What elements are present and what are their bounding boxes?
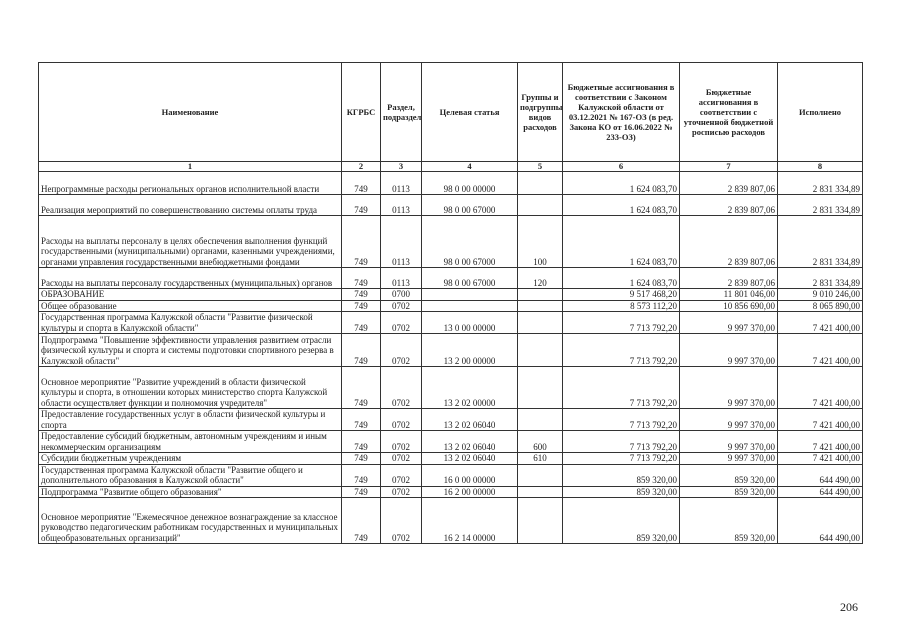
- cell-kgrbs: 749: [342, 312, 381, 334]
- cell-name: Основное мероприятие "Ежемесячное денежное вознаграждение за классное руководство педагогическим работникам государственных и муниципальных общеобразовательных организаций": [39, 498, 342, 544]
- cell-executed: 644 490,00: [778, 464, 863, 486]
- cell-section: 0702: [381, 464, 422, 486]
- cell-refined: 2 839 807,06: [680, 216, 778, 268]
- cell-section: 0702: [381, 498, 422, 544]
- table-row: [39, 216, 863, 268]
- cell-group: 120: [518, 268, 563, 289]
- cell-kgrbs: 749: [342, 453, 381, 465]
- cell-kgrbs: 749: [342, 464, 381, 486]
- cell-law: 7 713 792,20: [563, 312, 680, 334]
- table-row: [39, 464, 863, 486]
- cell-executed: 7 421 400,00: [778, 431, 863, 453]
- header-group: Группы и подгруппы видов расходов: [518, 63, 563, 162]
- cell-section: 0702: [381, 367, 422, 409]
- table-row: [39, 300, 863, 312]
- cell-name: Основное мероприятие "Развитие учреждений в области физической культуры и спорта, в отношении которых министерство спорта Калужской области осуществляет функции и полномочия учредителя": [39, 367, 342, 409]
- table-row: [39, 367, 863, 409]
- cell-refined: 9 997 370,00: [680, 367, 778, 409]
- cell-section: 0702: [381, 453, 422, 465]
- column-number: 4: [422, 162, 518, 172]
- cell-law: 8 573 112,20: [563, 300, 680, 312]
- cell-name: Субсидии бюджетным учреждениям: [39, 453, 342, 465]
- cell-refined: 9 997 370,00: [680, 334, 778, 367]
- table-row: [39, 172, 863, 195]
- table-row: [39, 409, 863, 431]
- cell-kgrbs: 749: [342, 409, 381, 431]
- cell-target: 13 2 02 06040: [422, 453, 518, 465]
- cell-refined: 9 997 370,00: [680, 453, 778, 465]
- cell-target: [422, 300, 518, 312]
- cell-name: Расходы на выплаты персоналу государственных (муниципальных) органов: [39, 268, 342, 289]
- table-row: [39, 289, 863, 301]
- cell-target: 13 2 00 00000: [422, 334, 518, 367]
- column-number-row: [39, 162, 863, 172]
- header-row: [39, 63, 863, 162]
- cell-target: 98 0 00 00000: [422, 172, 518, 195]
- cell-target: 98 0 00 67000: [422, 216, 518, 268]
- header-name: Наименование: [39, 63, 342, 162]
- cell-refined: 2 839 807,06: [680, 172, 778, 195]
- cell-refined: 10 856 690,00: [680, 300, 778, 312]
- cell-executed: 8 065 890,00: [778, 300, 863, 312]
- cell-kgrbs: 749: [342, 367, 381, 409]
- cell-group: [518, 300, 563, 312]
- column-number: 2: [342, 162, 381, 172]
- column-number: 6: [563, 162, 680, 172]
- cell-executed: 2 831 334,89: [778, 172, 863, 195]
- cell-kgrbs: 749: [342, 289, 381, 301]
- cell-group: [518, 498, 563, 544]
- cell-name: Подпрограмма "Развитие общего образования": [39, 486, 342, 498]
- table-row: [39, 453, 863, 465]
- cell-executed: 7 421 400,00: [778, 409, 863, 431]
- budget-table: [38, 62, 863, 544]
- table-row: [39, 431, 863, 453]
- column-number: 8: [778, 162, 863, 172]
- cell-name: Расходы на выплаты персоналу в целях обеспечения выполнения функций государственными (муниципальными) органами, казенными учреждениями, органами управления государственными внебюджетными фондами: [39, 216, 342, 268]
- cell-name: Подпрограмма "Повышение эффективности управления развитием отрасли физической культуры и спорта и системы подготовки спортивного резерва в Калужской области": [39, 334, 342, 367]
- cell-executed: 2 831 334,89: [778, 195, 863, 216]
- cell-executed: 2 831 334,89: [778, 268, 863, 289]
- header-law: Бюджетные ассигнования в соответствии с Законом Калужской области от 03.12.2021 № 167-ОЗ (в ред. Закона КО от 16.06.2022 № 233-ОЗ): [563, 63, 680, 162]
- cell-target: 13 2 02 06040: [422, 409, 518, 431]
- column-number: 7: [680, 162, 778, 172]
- cell-law: 9 517 468,20: [563, 289, 680, 301]
- cell-kgrbs: 749: [342, 431, 381, 453]
- cell-law: 859 320,00: [563, 498, 680, 544]
- cell-executed: 7 421 400,00: [778, 312, 863, 334]
- header-executed: Исполнено: [778, 63, 863, 162]
- table-row: [39, 312, 863, 334]
- cell-refined: 859 320,00: [680, 486, 778, 498]
- cell-name: Общее образование: [39, 300, 342, 312]
- cell-target: 16 0 00 00000: [422, 464, 518, 486]
- cell-law: 7 713 792,20: [563, 431, 680, 453]
- cell-name: Государственная программа Калужской области "Развитие общего и дополнительного образования в Калужской области": [39, 464, 342, 486]
- cell-section: 0113: [381, 195, 422, 216]
- cell-target: 16 2 00 00000: [422, 486, 518, 498]
- cell-executed: 7 421 400,00: [778, 334, 863, 367]
- cell-group: [518, 367, 563, 409]
- cell-executed: 644 490,00: [778, 498, 863, 544]
- cell-name: Государственная программа Калужской области "Развитие физической культуры и спорта в Калужской области": [39, 312, 342, 334]
- cell-group: 100: [518, 216, 563, 268]
- cell-law: 7 713 792,20: [563, 453, 680, 465]
- cell-kgrbs: 749: [342, 486, 381, 498]
- cell-group: [518, 172, 563, 195]
- table-row: [39, 268, 863, 289]
- table-row: [39, 334, 863, 367]
- cell-name: Предоставление субсидий бюджетным, автономным учреждениям и иным некоммерческим организациям: [39, 431, 342, 453]
- cell-law: 7 713 792,20: [563, 334, 680, 367]
- cell-group: [518, 195, 563, 216]
- cell-kgrbs: 749: [342, 268, 381, 289]
- cell-refined: 859 320,00: [680, 498, 778, 544]
- header-section: Раздел, подраздел: [381, 63, 422, 162]
- cell-target: [422, 289, 518, 301]
- cell-name: Реализация мероприятий по совершенствованию системы оплаты труда: [39, 195, 342, 216]
- table-row: [39, 486, 863, 498]
- cell-group: [518, 486, 563, 498]
- cell-group: 610: [518, 453, 563, 465]
- cell-name: Непрограммные расходы региональных органов исполнительной власти: [39, 172, 342, 195]
- cell-executed: 7 421 400,00: [778, 453, 863, 465]
- cell-refined: 2 839 807,06: [680, 268, 778, 289]
- cell-section: 0702: [381, 300, 422, 312]
- cell-target: 13 0 00 00000: [422, 312, 518, 334]
- cell-name: Предоставление государственных услуг в области физической культуры и спорта: [39, 409, 342, 431]
- cell-refined: 9 997 370,00: [680, 431, 778, 453]
- cell-group: [518, 409, 563, 431]
- table-row: [39, 195, 863, 216]
- cell-group: [518, 312, 563, 334]
- cell-law: 1 624 083,70: [563, 172, 680, 195]
- cell-kgrbs: 749: [342, 300, 381, 312]
- column-number: 1: [39, 162, 342, 172]
- cell-law: 859 320,00: [563, 486, 680, 498]
- cell-target: 13 2 02 06040: [422, 431, 518, 453]
- cell-section: 0700: [381, 289, 422, 301]
- header-refined: Бюджетные ассигнования в соответствии с уточненной бюджетной росписью расходов: [680, 63, 778, 162]
- table-body: [39, 172, 863, 544]
- cell-section: 0702: [381, 409, 422, 431]
- cell-executed: 2 831 334,89: [778, 216, 863, 268]
- header-kgrbs: КГРБС: [342, 63, 381, 162]
- cell-section: 0113: [381, 216, 422, 268]
- cell-target: 98 0 00 67000: [422, 268, 518, 289]
- cell-section: 0702: [381, 334, 422, 367]
- cell-refined: 9 997 370,00: [680, 409, 778, 431]
- cell-kgrbs: 749: [342, 334, 381, 367]
- cell-target: 98 0 00 67000: [422, 195, 518, 216]
- cell-section: 0702: [381, 431, 422, 453]
- cell-target: 13 2 02 00000: [422, 367, 518, 409]
- cell-kgrbs: 749: [342, 172, 381, 195]
- table-row: [39, 498, 863, 544]
- cell-refined: 11 801 046,00: [680, 289, 778, 301]
- cell-law: 1 624 083,70: [563, 268, 680, 289]
- cell-refined: 9 997 370,00: [680, 312, 778, 334]
- page-number: 206: [840, 600, 858, 614]
- cell-section: 0113: [381, 172, 422, 195]
- header-target: Целевая статья: [422, 63, 518, 162]
- column-number: 3: [381, 162, 422, 172]
- cell-executed: 7 421 400,00: [778, 367, 863, 409]
- cell-name: ОБРАЗОВАНИЕ: [39, 289, 342, 301]
- cell-target: 16 2 14 00000: [422, 498, 518, 544]
- cell-refined: 859 320,00: [680, 464, 778, 486]
- cell-group: [518, 289, 563, 301]
- column-number: 5: [518, 162, 563, 172]
- cell-group: [518, 334, 563, 367]
- cell-kgrbs: 749: [342, 195, 381, 216]
- cell-executed: 644 490,00: [778, 486, 863, 498]
- cell-executed: 9 010 246,00: [778, 289, 863, 301]
- cell-kgrbs: 749: [342, 216, 381, 268]
- cell-group: [518, 464, 563, 486]
- cell-refined: 2 839 807,06: [680, 195, 778, 216]
- cell-law: 7 713 792,20: [563, 409, 680, 431]
- cell-section: 0702: [381, 486, 422, 498]
- cell-law: 1 624 083,70: [563, 195, 680, 216]
- cell-section: 0702: [381, 312, 422, 334]
- cell-law: 859 320,00: [563, 464, 680, 486]
- cell-law: 1 624 083,70: [563, 216, 680, 268]
- cell-group: 600: [518, 431, 563, 453]
- cell-section: 0113: [381, 268, 422, 289]
- cell-law: 7 713 792,20: [563, 367, 680, 409]
- cell-kgrbs: 749: [342, 498, 381, 544]
